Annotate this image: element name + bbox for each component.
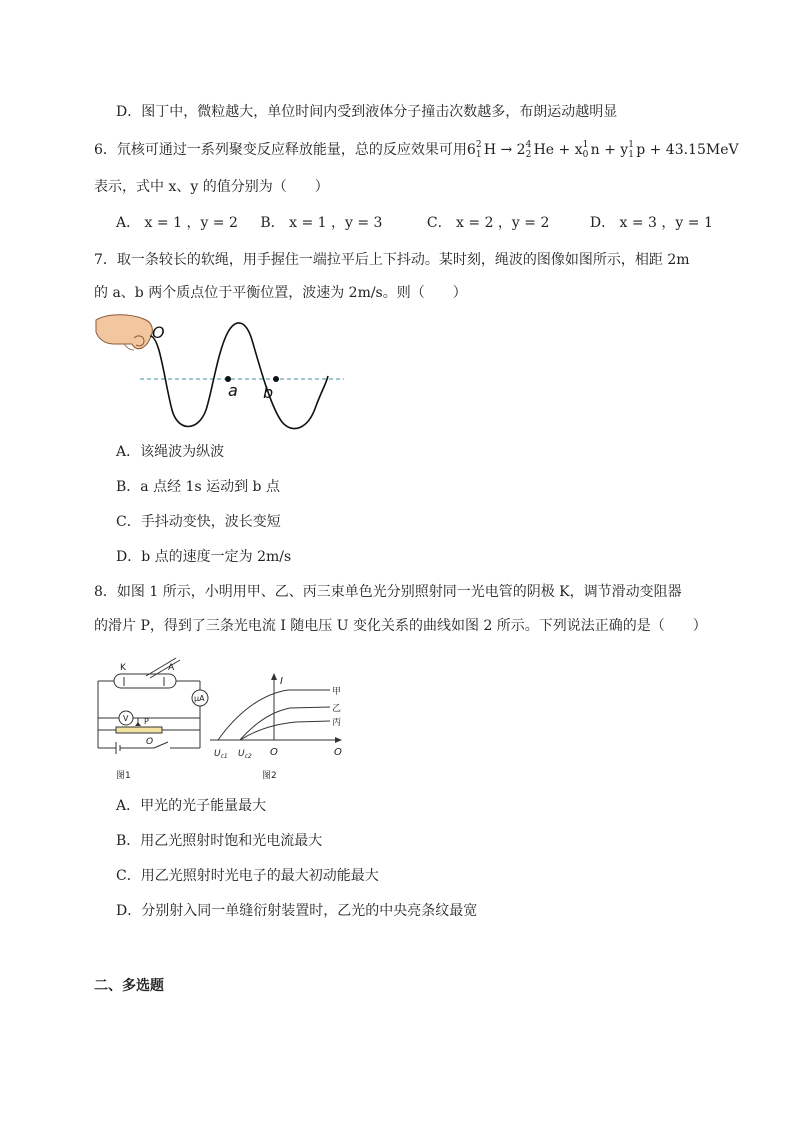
phototube <box>114 674 176 688</box>
q6-h-isotope: 2 1 <box>475 140 482 160</box>
q8-option-a: A．甲光的光子能量最大 <box>116 798 267 814</box>
figure2-caption: 图2 <box>262 771 277 781</box>
q8-stem-line2: 的滑片 P，得到了三条光电流 I 随电压 U 变化关系的曲线如图 2 所示。下列说法正确的是（ ） <box>94 618 707 634</box>
q7-option-d: D．b 点的速度一定为 2m/s <box>116 549 292 565</box>
q6-stem-line1 <box>94 140 739 160</box>
q8-option-b: B．用乙光照射时饱和光电流最大 <box>116 833 323 849</box>
label-a: a <box>228 381 238 400</box>
legend-bing: 丙 <box>332 718 342 728</box>
q7-wave-figure <box>94 310 354 435</box>
q8-figure2-iu-curves <box>208 672 358 784</box>
q5-option-d: D．图丁中，微粒越大，单位时间内受到液体分子撞击次数越多，布朗运动越明显 <box>116 104 618 120</box>
q8-option-d: D．分别射入同一单缝衍射装置时，乙光的中央亮条纹最宽 <box>116 903 478 919</box>
label-o: O <box>152 323 165 342</box>
label-origin: O <box>270 747 278 758</box>
q6-n-isotope: 1 0 <box>582 140 589 160</box>
label-u-axis-end: O <box>334 747 342 758</box>
rheostat <box>116 727 162 733</box>
q6-n-symbol: n + y <box>590 142 629 158</box>
label-microammeter: μA <box>194 694 205 703</box>
q6-option-b: B． x = 1 ，y = 3 <box>260 215 383 231</box>
figure1-caption: 图1 <box>116 771 131 781</box>
q6-p-symbol: p + 43.15MeV <box>636 142 739 158</box>
q6-he-isotope: 4 2 <box>525 140 532 160</box>
q6-option-a: A． x = 1 ，y = 2 <box>116 215 238 231</box>
label-p: P <box>144 717 149 726</box>
label-b: b <box>263 383 274 402</box>
q6-h-symbol: H <box>483 142 497 158</box>
label-voltmeter: V <box>123 714 129 723</box>
q8-stem-line1: 8．如图 1 所示，小明用甲、乙、丙三束单色光分别照射同一光电管的阴极 K，调节滑动变阻器 <box>94 584 682 600</box>
q7-option-c: C．手抖动变快，波长变短 <box>116 514 281 530</box>
q6-p-isotope: 1 1 <box>628 140 634 160</box>
label-a-anode: A <box>168 663 175 673</box>
label-k: K <box>120 663 126 673</box>
q7-stem-line2: 的 a、b 两个质点位于平衡位置，波速为 2m/s。则（ ） <box>94 285 467 301</box>
legend-yi: 乙 <box>332 704 342 714</box>
section-2-heading: 二、多选题 <box>94 978 164 994</box>
q6-option-d: D． x = 3 ，y = 1 <box>589 215 713 231</box>
label-i: I <box>280 676 283 687</box>
legend-jia: 甲 <box>332 687 342 697</box>
label-uc1: $U_{c1}$ <box>214 749 228 760</box>
q6-arrow: → 2 <box>496 142 526 158</box>
q6-stem-prefix: 6．氘核可通过一系列聚变反应释放能量，总的反应效果可用6 <box>94 142 476 158</box>
hand-icon <box>96 315 152 350</box>
q6-option-c: C． x = 2 ，y = 2 <box>426 215 550 231</box>
q8-option-c: C．用乙光照射时光电子的最大初动能最大 <box>116 868 379 884</box>
q6-he-symbol: He + x <box>533 142 583 158</box>
point-b <box>273 376 279 382</box>
q7-option-a: A．该绳波为纵波 <box>116 444 225 460</box>
q6-options <box>116 213 713 233</box>
q7-stem-line1: 7．取一条较长的软绳，用手握住一端拉平后上下抖动。某时刻，绳波的图像如图所示，相距 2m <box>94 252 690 268</box>
rope-wave <box>150 323 328 429</box>
curve-bing <box>240 721 330 740</box>
q8-figure1-circuit <box>94 656 224 781</box>
label-uc2: $U_{c2}$ <box>238 749 252 760</box>
q7-option-b: B．a 点经 1s 运动到 b 点 <box>116 479 280 495</box>
label-o-rheostat: O <box>146 737 154 747</box>
q6-stem-line2: 表示，式中 x、y 的值分别为（ ） <box>94 179 329 195</box>
